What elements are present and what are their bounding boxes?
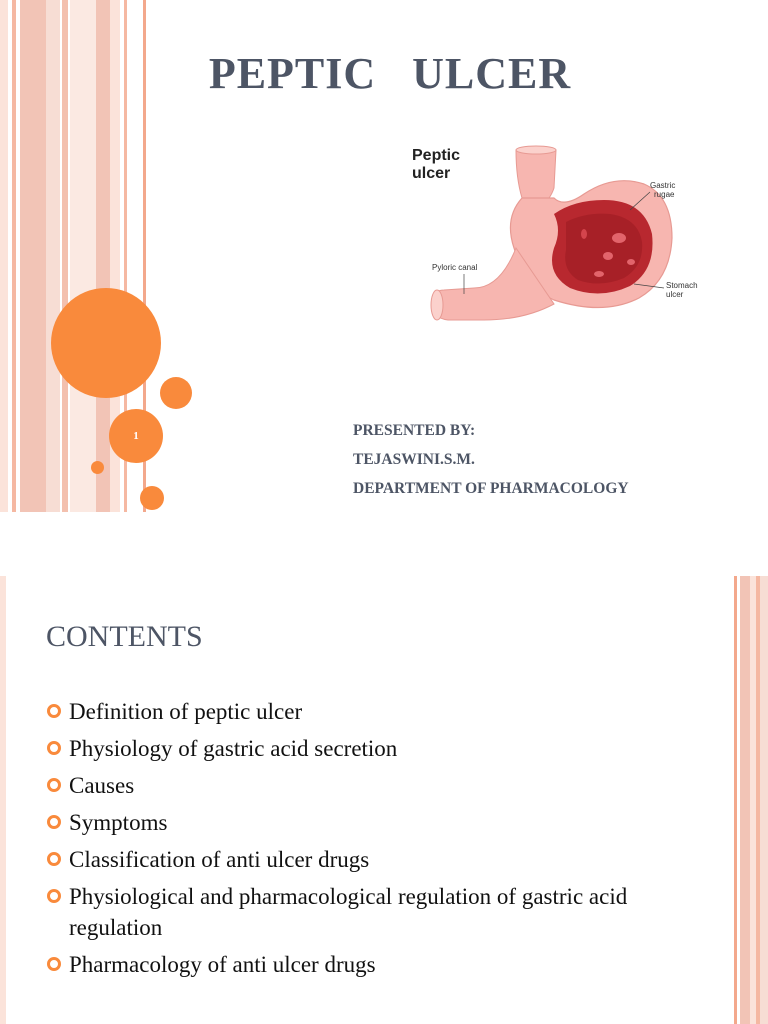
- decor-stripe: [12, 0, 16, 512]
- label-stomach-ulcer-2: ulcer: [666, 290, 684, 299]
- list-item: [46, 733, 666, 764]
- slide-number: 1: [133, 430, 139, 442]
- label-gastric-rugae-1: Gastric: [650, 181, 676, 190]
- decor-circle-small: [140, 486, 164, 510]
- decor-stripe: [0, 0, 8, 512]
- bullet-icon: [47, 889, 61, 903]
- list-item-text: Causes: [69, 773, 135, 798]
- illustration-heading-2: ulcer: [412, 165, 451, 182]
- slide-gap: [0, 512, 768, 576]
- department: DEPARTMENT OF PHARMACOLOGY: [353, 480, 629, 497]
- list-item-text: Definition of peptic ulcer: [69, 699, 303, 724]
- list-item: [46, 881, 666, 943]
- label-pyloric-canal: Pyloric canal: [432, 263, 478, 272]
- presenter-name: TEJASWINI.S.M.: [353, 451, 475, 468]
- list-item: [46, 807, 666, 838]
- decor-stripe: [734, 576, 737, 1024]
- bullet-icon: [47, 741, 61, 755]
- decor-stripe: [70, 0, 96, 512]
- decor-stripe: [760, 576, 768, 1024]
- contents-list: [46, 696, 666, 986]
- bullet-icon: [47, 704, 61, 718]
- label-stomach-ulcer-1: Stomach: [666, 281, 698, 290]
- list-item-text: Physiology of gastric acid secretion: [69, 736, 398, 761]
- label-gastric-rugae-2: rugae: [654, 190, 675, 199]
- contents-title: CONTENTS: [46, 620, 203, 653]
- list-item: [46, 696, 666, 727]
- illustration-heading-1: Peptic: [412, 147, 461, 164]
- bullet-icon: [47, 815, 61, 829]
- decor-circle-large: [51, 288, 161, 398]
- bullet-icon: [47, 852, 61, 866]
- list-item: [46, 949, 666, 980]
- decor-stripe: [62, 0, 68, 512]
- list-item-text: Pharmacology of anti ulcer drugs: [69, 952, 376, 977]
- list-item-text: Physiological and pharmacological regulation of gastric acid regulation: [69, 884, 628, 940]
- contents-slide: [0, 576, 768, 1024]
- decor-stripe: [20, 0, 46, 512]
- peptic-ulcer-illustration: [404, 138, 724, 344]
- presented-by-label: PRESENTED BY:: [353, 422, 476, 439]
- decor-stripe: [46, 0, 60, 512]
- list-item-text: Classification of anti ulcer drugs: [69, 847, 370, 872]
- decor-stripe: [96, 0, 110, 512]
- decor-circle-tiny: [91, 461, 104, 474]
- decor-stripe: [740, 576, 750, 1024]
- list-item: [46, 844, 666, 875]
- bullet-icon: [47, 957, 61, 971]
- slide-title: PEPTIC ULCER: [208, 49, 572, 98]
- list-item-text: Symptoms: [69, 810, 168, 835]
- list-item: [46, 770, 666, 801]
- decor-circle-small: [160, 377, 192, 409]
- decor-stripe: [0, 576, 6, 1024]
- bullet-icon: [47, 778, 61, 792]
- presenter-block: [353, 416, 629, 503]
